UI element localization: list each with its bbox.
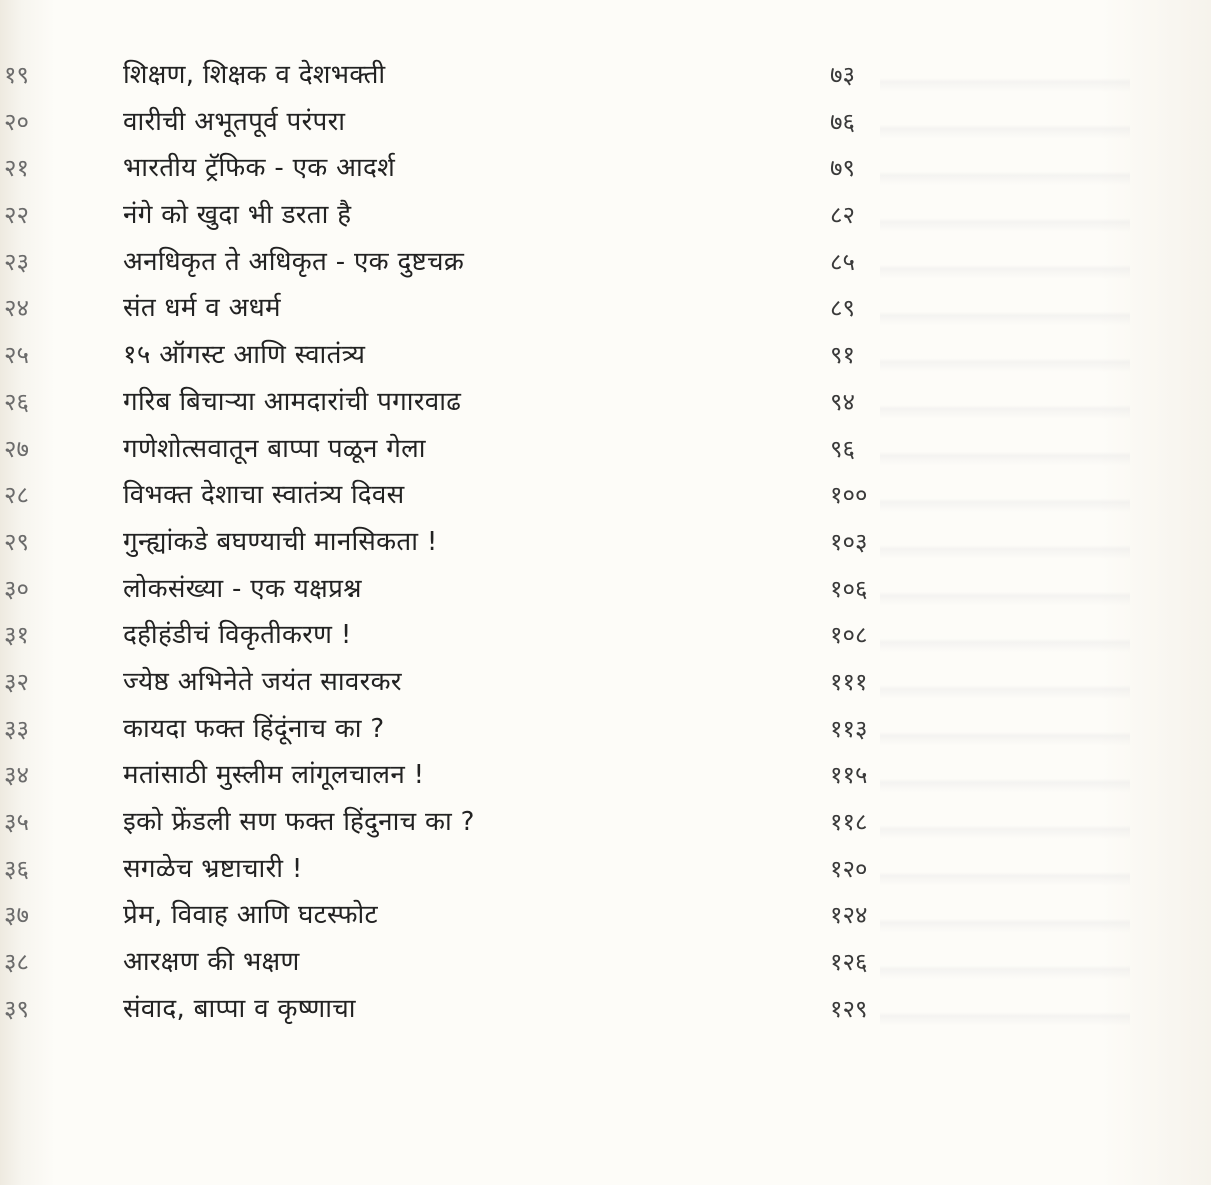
page-number: १०३ xyxy=(830,527,868,556)
toc-row xyxy=(0,799,1211,846)
chapter-title: गुन्ह्यांकडे बघण्याची मानसिकता ! xyxy=(123,526,438,557)
chapter-title: भारतीय ट्रॅफिक - एक आदर्श xyxy=(123,153,396,184)
chapter-title: १५ ऑगस्ट आणि स्वातंत्र्य xyxy=(123,340,366,371)
chapter-title: संत धर्म व अधर्म xyxy=(123,293,281,324)
toc-row xyxy=(0,192,1211,239)
page-number: ८५ xyxy=(830,247,855,276)
page-number: १२६ xyxy=(830,948,868,977)
toc-row xyxy=(0,892,1211,939)
chapter-title: ज्येष्ठ अभिनेते जयंत सावरकर xyxy=(123,666,402,697)
toc-row xyxy=(0,612,1211,659)
chapter-title: गरिब बिचाऱ्या आमदारांची पगारवाढ xyxy=(123,386,462,417)
chapter-title: प्रेम, विवाह आणि घटस्फोट xyxy=(123,900,378,931)
chapter-number: १९ xyxy=(4,61,29,89)
chapter-title: संवाद, बाप्पा व कृष्णाचा xyxy=(123,993,356,1024)
chapter-number: ३६ xyxy=(4,854,29,883)
chapter-title: शिक्षण, शिक्षक व देशभक्ती xyxy=(123,60,386,90)
toc-row xyxy=(0,285,1211,332)
chapter-number: ३३ xyxy=(4,714,29,743)
page-number: ८९ xyxy=(830,294,855,323)
page-number: १२९ xyxy=(830,994,868,1023)
page-number: ११३ xyxy=(830,714,868,743)
chapter-title: आरक्षण की भक्षण xyxy=(123,947,300,978)
toc-row xyxy=(0,519,1211,566)
chapter-number: २६ xyxy=(4,387,29,416)
chapter-number: ३२ xyxy=(4,667,29,696)
toc-row xyxy=(0,239,1211,286)
toc-row xyxy=(0,52,1211,99)
toc-row xyxy=(0,145,1211,192)
page-number: १२० xyxy=(830,854,868,883)
chapter-number: २० xyxy=(4,107,29,136)
toc-row xyxy=(0,846,1211,893)
chapter-title: मतांसाठी मुस्लीम लांगूलचालन ! xyxy=(123,760,425,791)
chapter-title: नंगे को खुदा भी डरता है xyxy=(123,200,352,231)
toc-row xyxy=(0,706,1211,753)
toc-row xyxy=(0,752,1211,799)
page-number: ७६ xyxy=(830,107,855,136)
toc-row xyxy=(0,472,1211,519)
page-number: १२४ xyxy=(830,901,868,930)
toc-row xyxy=(0,986,1211,1033)
toc-row xyxy=(0,939,1211,986)
page-number: १०० xyxy=(830,481,868,510)
table-of-contents xyxy=(0,52,1211,1032)
chapter-number: ३१ xyxy=(4,621,29,650)
page-number: ११८ xyxy=(830,808,868,836)
chapter-number: ३९ xyxy=(4,994,29,1023)
chapter-title: सगळेच भ्रष्टाचारी ! xyxy=(123,853,303,884)
toc-row xyxy=(0,99,1211,146)
page-number: ७९ xyxy=(830,154,855,183)
chapter-title: कायदा फक्त हिंदूंनाच का ? xyxy=(123,713,385,744)
page-number: ११५ xyxy=(830,761,868,790)
chapter-number: ३० xyxy=(4,574,29,603)
page-number: ९४ xyxy=(830,387,855,416)
page-number: १११ xyxy=(830,667,868,696)
chapter-number: २३ xyxy=(4,247,29,276)
chapter-title: इको फ्रेंडली सण फक्त हिंदुनाच का ? xyxy=(123,807,475,837)
chapter-number: ३४ xyxy=(4,761,29,790)
page-number: ९६ xyxy=(830,434,855,463)
chapter-number: २५ xyxy=(4,341,29,370)
toc-row xyxy=(0,332,1211,379)
chapter-title: गणेशोत्सवातून बाप्पा पळून गेला xyxy=(123,433,426,464)
page-number: १०८ xyxy=(830,621,868,650)
chapter-title: दहीहंडीचं विकृतीकरण ! xyxy=(123,620,352,651)
chapter-number: २९ xyxy=(4,527,29,556)
page-number: ७३ xyxy=(830,61,855,89)
chapter-number: ३५ xyxy=(4,808,29,836)
toc-row xyxy=(0,566,1211,613)
chapter-number: ३८ xyxy=(4,948,29,977)
chapter-number: २७ xyxy=(4,434,29,463)
chapter-title: अनधिकृत ते अधिकृत - एक दुष्टचक्र xyxy=(123,246,465,277)
chapter-title: लोकसंख्या - एक यक्षप्रश्न xyxy=(123,573,362,604)
toc-row xyxy=(0,379,1211,426)
page-number: ९१ xyxy=(830,341,855,370)
chapter-title: वारीची अभूतपूर्व परंपरा xyxy=(123,106,346,137)
toc-row xyxy=(0,659,1211,706)
chapter-number: ३७ xyxy=(4,901,29,930)
page-number: ८२ xyxy=(830,201,855,230)
chapter-number: २२ xyxy=(4,201,29,230)
chapter-number: २१ xyxy=(4,154,29,183)
chapter-number: २४ xyxy=(4,294,29,323)
chapter-number: २८ xyxy=(4,481,29,510)
chapter-title: विभक्त देशाचा स्वातंत्र्य दिवस xyxy=(123,480,405,511)
toc-row xyxy=(0,426,1211,473)
page-number: १०६ xyxy=(830,574,868,603)
